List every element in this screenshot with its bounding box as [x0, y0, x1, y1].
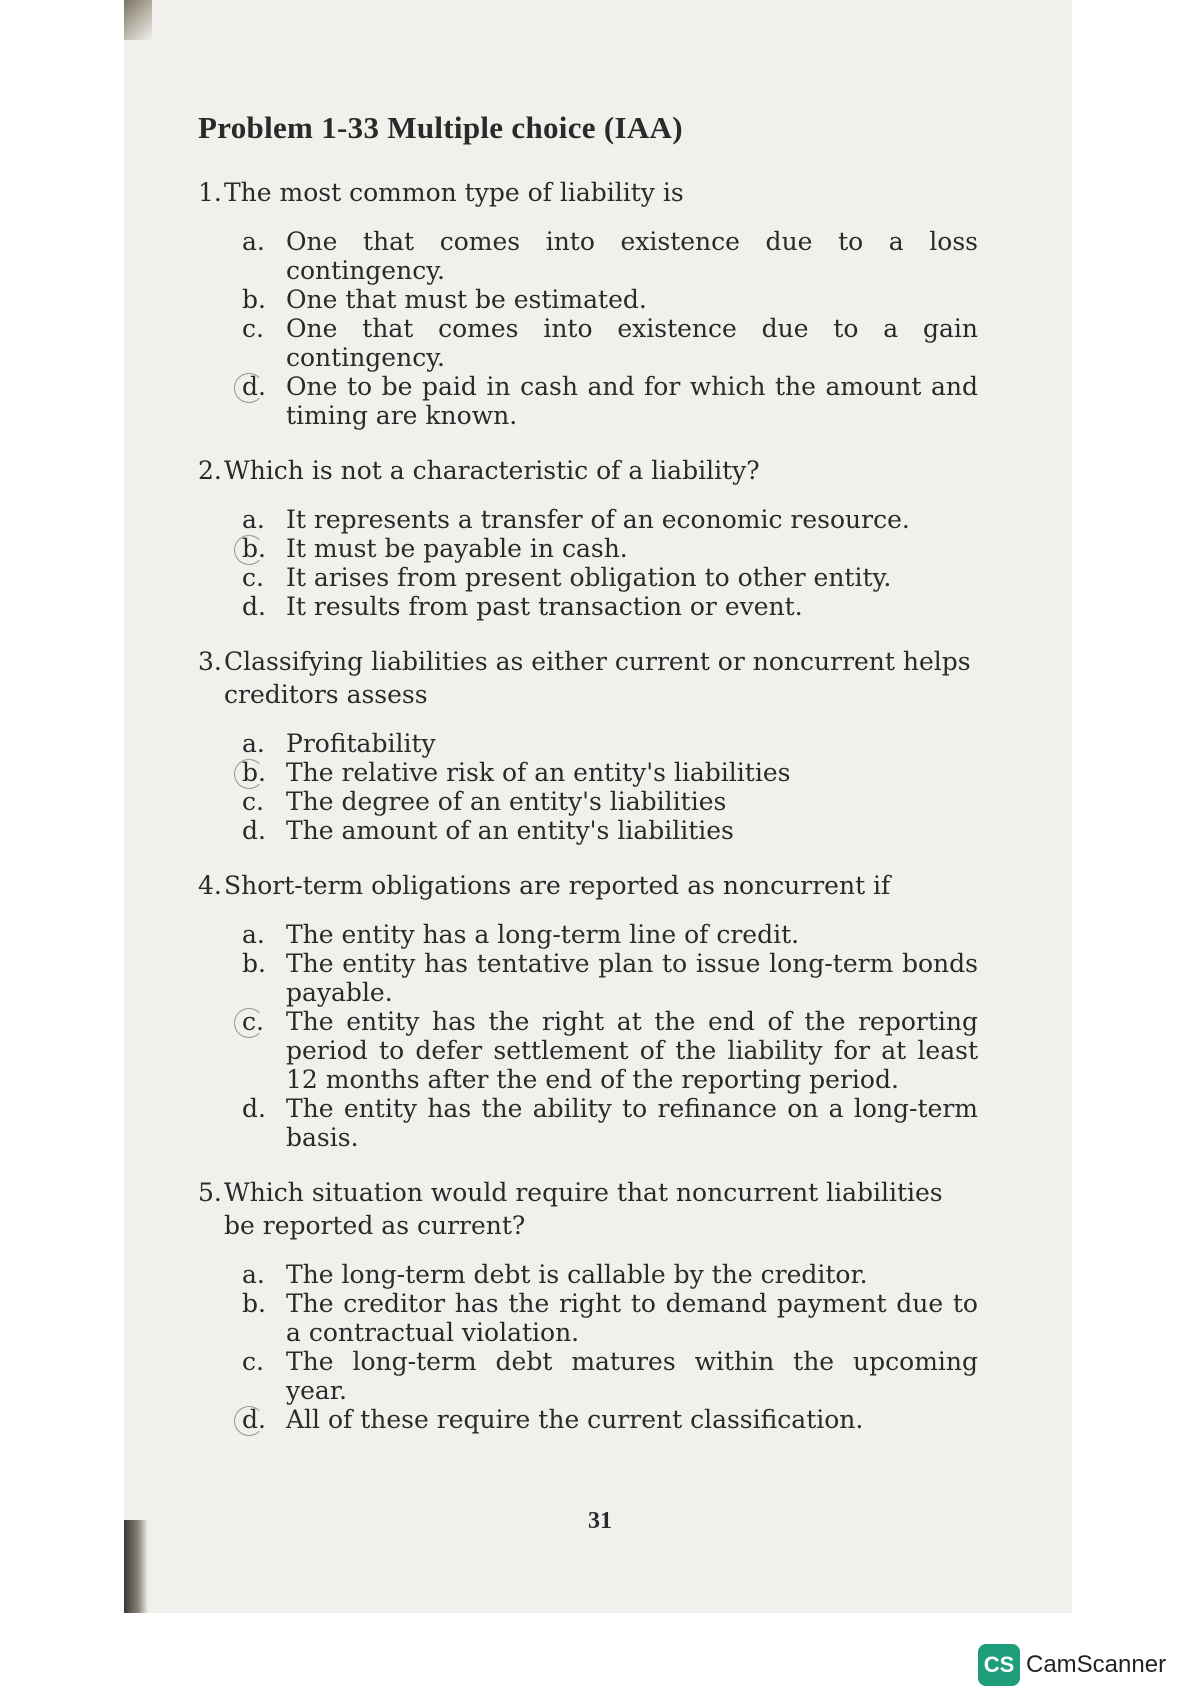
option-letter: a.	[242, 729, 265, 758]
question-number: 4.	[198, 871, 222, 900]
option-letter: a.	[242, 505, 265, 534]
option-letter: c.	[242, 787, 264, 816]
question-1	[198, 176, 978, 430]
question-text: Which is not a characteristic of a liability?	[224, 456, 760, 485]
option-c	[242, 1007, 978, 1094]
camscanner-logo-icon: CS	[978, 1644, 1020, 1686]
option-letter-circled: d.	[242, 372, 286, 430]
option-letter: b.	[242, 285, 266, 314]
option-c	[242, 314, 978, 372]
question-number: 5.	[198, 1178, 222, 1207]
option-letter: c.	[242, 314, 264, 343]
option-text: It must be payable in cash.	[286, 534, 628, 563]
option-b	[242, 1289, 978, 1347]
option-letter: a.	[242, 1260, 265, 1289]
option-d	[242, 592, 978, 621]
question-2	[198, 454, 978, 621]
option-b	[242, 949, 978, 1007]
option-text: The relative risk of an entity's liabilities	[286, 758, 791, 787]
option-text: The long-term debt matures within the upcoming year.	[286, 1347, 978, 1405]
option-c	[242, 1347, 978, 1405]
question-number: 2.	[198, 456, 222, 485]
option-letter: d.	[242, 592, 266, 621]
option-a	[242, 227, 978, 285]
option-text: All of these require the current classification.	[286, 1405, 864, 1434]
option-b	[242, 534, 978, 563]
question-text: Short-term obligations are reported as noncurrent if	[224, 871, 891, 900]
option-text: The entity has the right at the end of the reporting period to defer settlement of the liability for at least 12 months after the end of the reporting period.	[286, 1007, 978, 1094]
option-letter: a.	[242, 227, 265, 256]
camscanner-brand: CamScanner	[1026, 1651, 1167, 1678]
option-text: The degree of an entity's liabilities	[286, 787, 727, 816]
option-letter: b.	[242, 1289, 266, 1318]
option-letter-circled: b.	[242, 758, 286, 787]
option-text: One that comes into existence due to a loss contingency.	[286, 227, 978, 285]
option-text: It results from past transaction or event.	[286, 592, 803, 621]
option-d	[242, 1405, 978, 1434]
option-c	[242, 787, 978, 816]
question-3	[198, 645, 978, 845]
option-text: The creditor has the right to demand payment due to a contractual violation.	[286, 1289, 978, 1347]
option-a	[242, 920, 978, 949]
question-4	[198, 869, 978, 1152]
question-5	[198, 1176, 978, 1434]
option-letter: d.	[242, 1094, 266, 1123]
page-number: 31	[588, 1508, 612, 1534]
question-text: The most common type of liability is	[224, 178, 684, 207]
page-fold-shadow	[124, 0, 152, 40]
option-d	[242, 816, 978, 845]
option-d	[242, 1094, 978, 1152]
option-a	[242, 505, 978, 534]
option-letter: a.	[242, 920, 265, 949]
question-number: 1.	[198, 178, 222, 207]
option-letter: b.	[242, 949, 266, 978]
option-d	[242, 372, 978, 430]
option-text: One that must be estimated.	[286, 285, 647, 314]
option-b	[242, 758, 978, 787]
option-letter: c.	[242, 1347, 264, 1376]
option-text: Profitability	[286, 729, 436, 758]
option-text: It arises from present obligation to other entity.	[286, 563, 892, 592]
option-letter: c.	[242, 563, 264, 592]
question-text: Which situation would require that noncurrent liabilities be reported as current?	[224, 1178, 943, 1240]
option-text: The entity has tentative plan to issue long-term bonds payable.	[286, 949, 978, 1007]
option-a	[242, 1260, 978, 1289]
option-c	[242, 563, 978, 592]
option-text: The entity has the ability to refinance on a long-term basis.	[286, 1094, 978, 1152]
question-text: Classifying liabilities as either current or noncurrent helps creditors assess	[224, 647, 971, 709]
option-letter: d.	[242, 816, 266, 845]
option-b	[242, 285, 978, 314]
option-text: The long-term debt is callable by the creditor.	[286, 1260, 868, 1289]
option-text: It represents a transfer of an economic resource.	[286, 505, 910, 534]
document-body	[198, 110, 978, 1458]
option-text: The amount of an entity's liabilities	[286, 816, 734, 845]
option-a	[242, 729, 978, 758]
option-text: One that comes into existence due to a gain contingency.	[286, 314, 978, 372]
option-text: One to be paid in cash and for which the amount and timing are known.	[286, 372, 978, 430]
question-number: 3.	[198, 647, 222, 676]
option-letter-circled: d.	[242, 1405, 286, 1434]
option-letter-circled: c.	[242, 1007, 286, 1094]
option-text: The entity has a long-term line of credit.	[286, 920, 800, 949]
option-letter-circled: b.	[242, 534, 286, 563]
problem-title: Problem 1-33 Multiple choice (IAA)	[198, 110, 683, 145]
camscanner-watermark	[978, 1644, 1166, 1686]
